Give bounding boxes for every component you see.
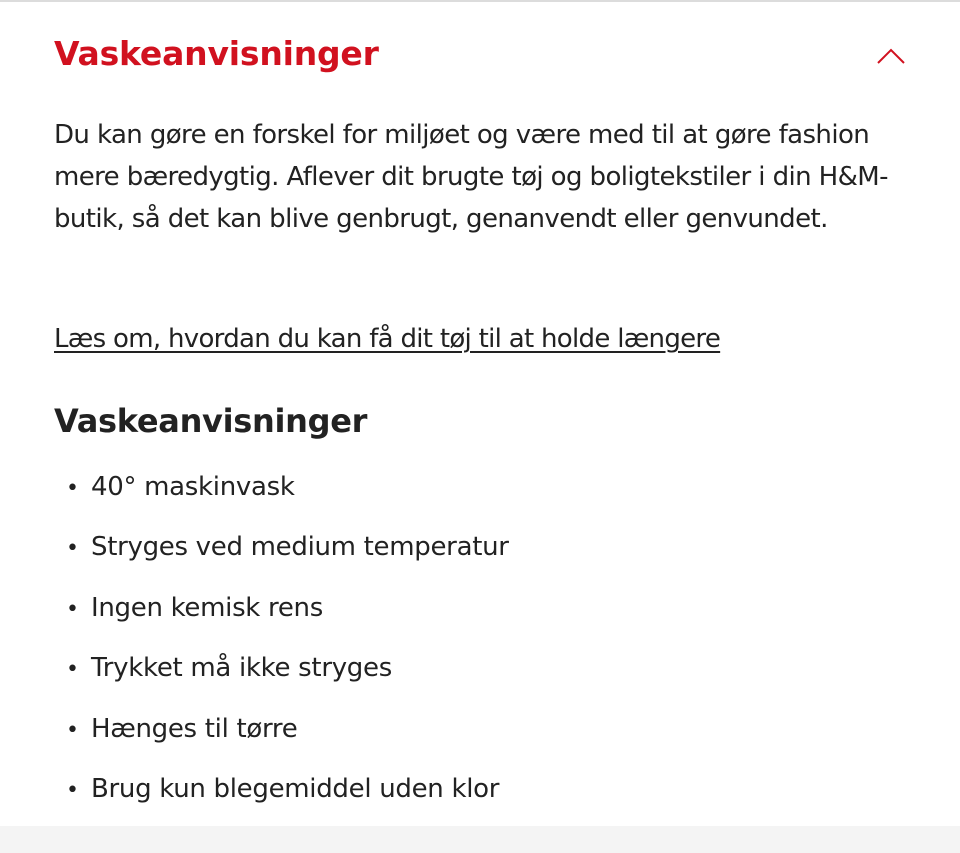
list-item-label: 40° maskinvask xyxy=(91,472,295,502)
bullet: • xyxy=(66,476,79,501)
bullet: • xyxy=(66,717,79,743)
bullet: • xyxy=(66,657,79,683)
list-item-label: Brug kun blegemiddel uden klor xyxy=(91,773,500,804)
list-item-label: Ingen kemisk rens xyxy=(91,592,323,623)
bottom-section-divider xyxy=(0,826,960,853)
bullet: • xyxy=(66,536,79,562)
list-item xyxy=(66,467,509,527)
washing-instructions-accordion xyxy=(0,4,960,826)
accordion-title: Vaskeanvisninger xyxy=(54,34,379,73)
list-item-label: Trykket må ikke stryges xyxy=(91,653,392,684)
accordion-header[interactable] xyxy=(54,34,914,82)
chevron-up-icon[interactable] xyxy=(876,46,906,66)
care-instructions-list xyxy=(66,467,509,829)
bullet: • xyxy=(66,777,79,803)
list-item xyxy=(66,527,509,587)
care-instructions-heading: Vaskeanvisninger xyxy=(54,402,368,440)
list-item-label: Stryges ved medium temperatur xyxy=(91,532,509,563)
list-item xyxy=(66,588,509,648)
list-item-label: Hænges til tørre xyxy=(91,713,298,744)
intro-text: Du kan gøre en forskel for miljøet og være med til at gøre fashion mere bæredygtig. Aflever dit brugte tøj og boligtekstiler i din H&M-butik, så det kan blive genbrugt, genanvendt eller genvundet. xyxy=(54,120,888,234)
list-item xyxy=(66,709,509,769)
bullet: • xyxy=(66,596,79,622)
list-item xyxy=(66,769,509,829)
garment-care-link[interactable]: Læs om, hvordan du kan få dit tøj til at holde længere xyxy=(54,324,721,354)
list-item xyxy=(66,648,509,708)
